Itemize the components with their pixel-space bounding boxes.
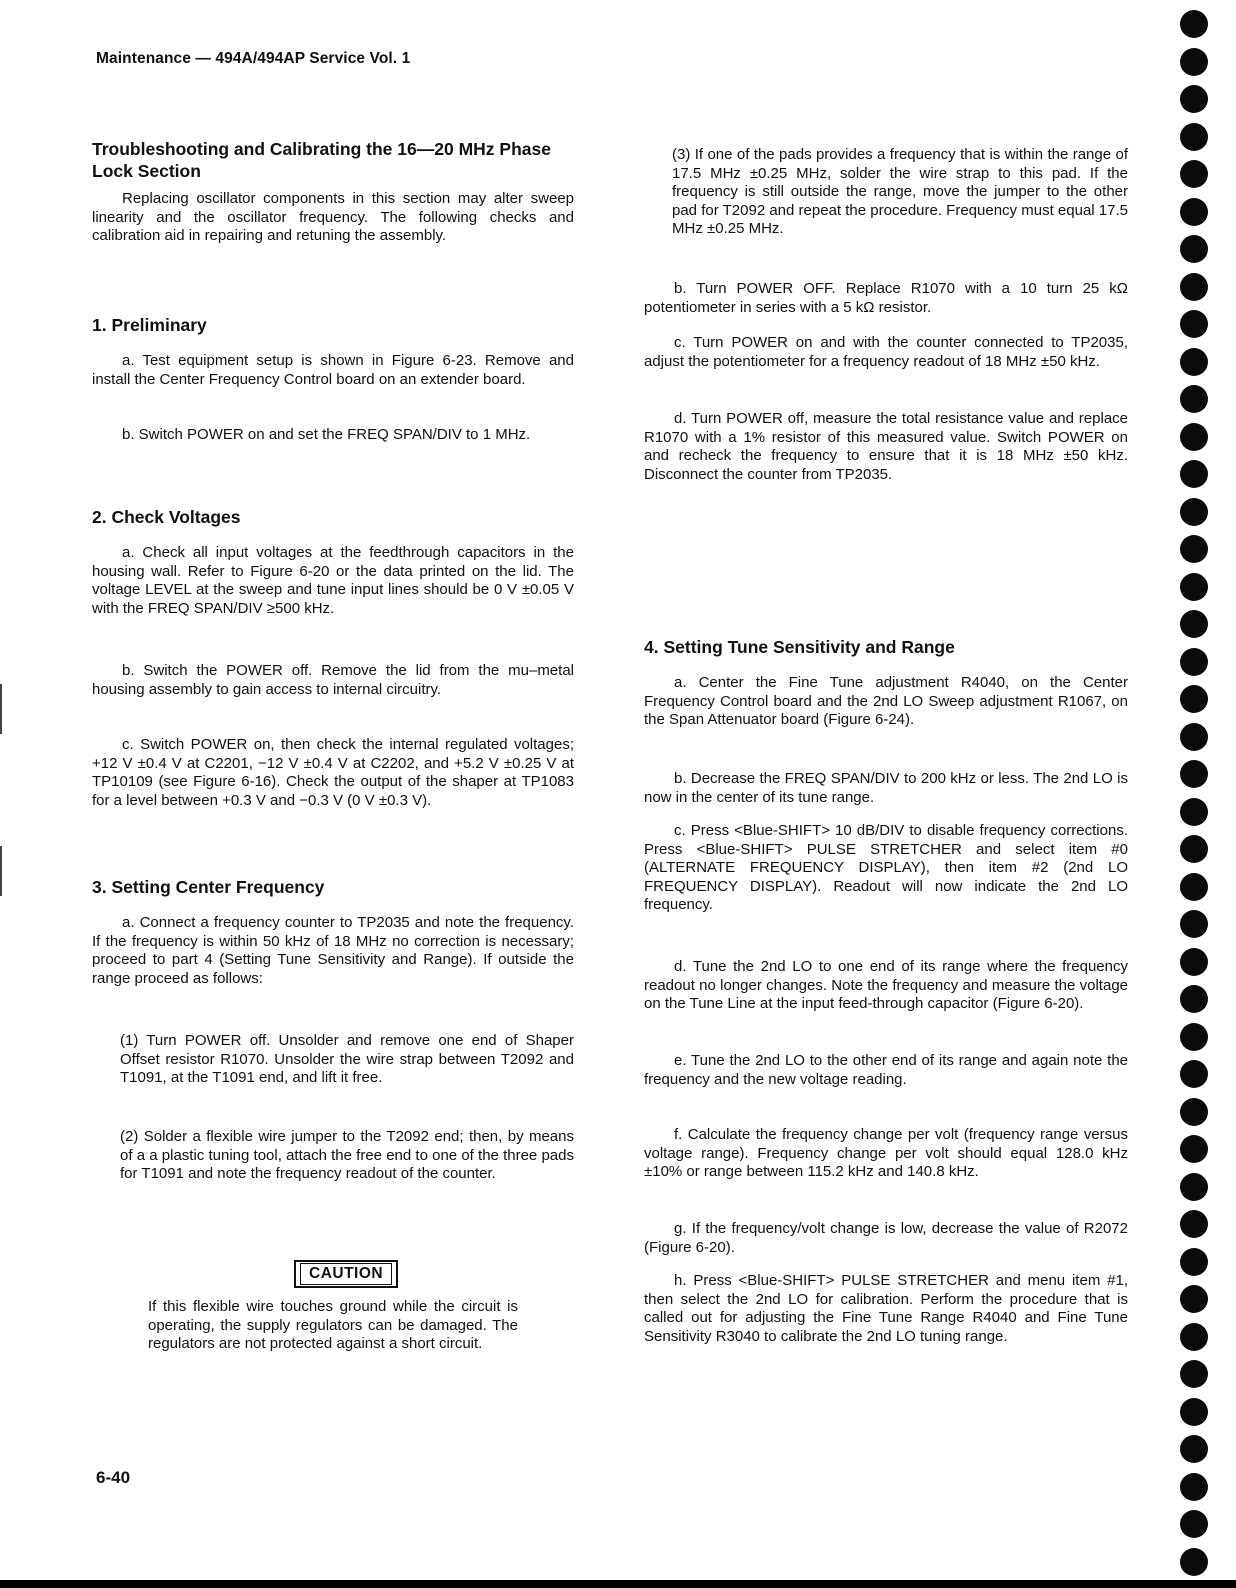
binder-hole <box>1180 648 1208 676</box>
step-4a: a. Center the Fine Tune adjustment R4040, on the Center Frequency Control board and the 2nd LO Sweep adjustment R1067, on the Span Attenuator board (Figure 6-24). <box>644 674 1128 729</box>
binder-hole <box>1180 48 1208 76</box>
section-3-title: 3. Setting Center Frequency <box>92 877 325 897</box>
margin-mark <box>0 846 2 896</box>
binder-hole <box>1180 160 1208 188</box>
step-2b: b. Switch the POWER off. Remove the lid from the mu–metal housing assembly to gain access to internal circuitry. <box>92 662 574 698</box>
step-4h: h. Press <Blue-SHIFT> PULSE STRETCHER and menu item #1, then select the 2nd LO for calibration. Perform the procedure that is called out for adjusting the Fine Tune Range R4040 and Fine Tune Sensitivity R3040 to calibrate the 2nd LO tuning range. <box>644 1272 1128 1345</box>
binder-hole <box>1180 1098 1208 1126</box>
binder-hole <box>1180 873 1208 901</box>
binder-hole <box>1180 310 1208 338</box>
main-section-title: Troubleshooting and Calibrating the 16—20 MHz Phase Lock Section <box>92 139 551 181</box>
binder-hole <box>1180 610 1208 638</box>
binder-hole <box>1180 1360 1208 1388</box>
step-4f: f. Calculate the frequency change per volt (frequency range versus voltage range). Frequency change per volt should equal 128.0 kHz ±10% or range between 115.2 kHz and 140.8 kHz. <box>644 1126 1128 1181</box>
binder-hole <box>1180 1060 1208 1088</box>
step-4g: g. If the frequency/volt change is low, decrease the value of R2072 (Figure 6-20). <box>644 1220 1128 1256</box>
binder-hole <box>1180 10 1208 38</box>
section-4-title: 4. Setting Tune Sensitivity and Range <box>644 637 955 657</box>
binder-holes <box>1180 0 1220 1588</box>
page-number: 6-40 <box>96 1468 131 1487</box>
binder-hole <box>1180 573 1208 601</box>
binder-hole <box>1180 685 1208 713</box>
step-2a: a. Check all input voltages at the feedthrough capacitors in the housing wall. Refer to Figure 6-20 or the data printed on the lid. The voltage LEVEL at the sweep and tune input lines should be 0 V ±0.05 V with the FREQ SPAN/DIV ≥500 kHz. <box>92 544 574 617</box>
binder-hole <box>1180 1135 1208 1163</box>
binder-hole <box>1180 235 1208 263</box>
binder-hole <box>1180 1435 1208 1463</box>
step-4c: c. Press <Blue-SHIFT> 10 dB/DIV to disable frequency corrections. Press <Blue-SHIFT> PULSE STRETCHER and select item #0 (ALTERNATE FREQUENCY DISPLAY), then item #2 (2nd LO FREQUENCY DISPLAY). Readout will now indicate the 2nd LO frequency. <box>644 822 1128 914</box>
binder-hole <box>1180 1398 1208 1426</box>
binder-hole <box>1180 1510 1208 1538</box>
binder-hole <box>1180 85 1208 113</box>
step-3a: a. Connect a frequency counter to TP2035 and note the frequency. If the frequency is within 50 kHz of 18 MHz no correction is necessary; proceed to part 4 (Setting Tune Sensitivity and Range). If outside the range proceed as follows: <box>92 914 574 987</box>
running-head: Maintenance — 494A/494AP Service Vol. 1 <box>96 50 411 67</box>
step-4e: e. Tune the 2nd LO to the other end of its range and again note the frequency and the new voltage reading. <box>644 1052 1128 1088</box>
caution-text: If this flexible wire touches ground while the circuit is operating, the supply regulators can be damaged. The regulators are not protected against a short circuit. <box>148 1298 518 1353</box>
binder-hole <box>1180 760 1208 788</box>
binder-hole <box>1180 1248 1208 1276</box>
binder-hole <box>1180 273 1208 301</box>
step-3-2: (2) Solder a flexible wire jumper to the T2092 end; then, by means of a a plastic tuning tool, attach the free end to one of the three pads for T1091 and note the frequency readout of the counter. <box>120 1128 574 1183</box>
binder-hole <box>1180 385 1208 413</box>
binder-hole <box>1180 723 1208 751</box>
binder-hole <box>1180 348 1208 376</box>
step-3-1: (1) Turn POWER off. Unsolder and remove one end of Shaper Offset resistor R1070. Unsolder the wire strap between T2092 and T1091, at the T1091 end, and lift it free. <box>120 1032 574 1087</box>
binder-hole <box>1180 1173 1208 1201</box>
binder-hole <box>1180 198 1208 226</box>
step-1a: a. Test equipment setup is shown in Figure 6-23. Remove and install the Center Frequency Control board on an extender board. <box>92 352 574 388</box>
step-1b: b. Switch POWER on and set the FREQ SPAN/DIV to 1 MHz. <box>122 426 531 443</box>
step-2c: c. Switch POWER on, then check the internal regulated voltages; +12 V ±0.4 V at C2201, −12 V ±0.4 V at C2202, and +5.2 V ±0.25 V at TP10109 (see Figure 6-16). Check the output of the shaper at TP1083 for a level between +0.3 V and −0.3 V (0 V ±0.3 V). <box>92 736 574 809</box>
binder-hole <box>1180 1210 1208 1238</box>
binder-hole <box>1180 1548 1208 1576</box>
binder-hole <box>1180 423 1208 451</box>
step-3-3: (3) If one of the pads provides a frequency that is within the range of 17.5 MHz ±0.25 MHz, solder the wire strap to this pad. If the frequency is still outside the range, move the jumper to the other pad for T2092 and repeat the procedure. Frequency must equal 17.5 MHz ±0.25 MHz. <box>672 146 1128 238</box>
binder-hole <box>1180 835 1208 863</box>
binder-hole <box>1180 798 1208 826</box>
step-3d: d. Turn POWER off, measure the total resistance value and replace R1070 with a 1% resistor of this measured value. Switch POWER on and recheck the frequency to ensure that it is 18 MHz ±50 kHz. Disconnect the counter from TP2035. <box>644 410 1128 483</box>
caution-label-box <box>294 1260 398 1288</box>
binder-hole <box>1180 1473 1208 1501</box>
binder-hole <box>1180 123 1208 151</box>
step-4d: d. Tune the 2nd LO to one end of its range where the frequency readout no longer changes. Note the frequency and measure the voltage on the Tune Line at the input feed-through capacitor (Figure 6-20). <box>644 958 1128 1013</box>
section-2-title: 2. Check Voltages <box>92 507 241 527</box>
step-4b: b. Decrease the FREQ SPAN/DIV to 200 kHz or less. The 2nd LO is now in the center of its tune range. <box>644 770 1128 806</box>
binder-hole <box>1180 985 1208 1013</box>
binder-hole <box>1180 948 1208 976</box>
margin-mark <box>0 684 2 734</box>
binder-hole <box>1180 535 1208 563</box>
step-3b: b. Turn POWER OFF. Replace R1070 with a 10 turn 25 kΩ potentiometer in series with a 5 kΩ resistor. <box>644 280 1128 316</box>
caution-label: CAUTION <box>300 1263 392 1285</box>
binder-hole <box>1180 1023 1208 1051</box>
binder-hole <box>1180 1285 1208 1313</box>
binder-hole <box>1180 460 1208 488</box>
binder-hole <box>1180 498 1208 526</box>
binder-hole <box>1180 910 1208 938</box>
scan-bottom-edge <box>0 1580 1236 1588</box>
section-1-title: 1. Preliminary <box>92 315 207 335</box>
binder-hole <box>1180 1323 1208 1351</box>
intro-paragraph: Replacing oscillator components in this section may alter sweep linearity and the oscillator frequency. The following checks and calibration aid in repairing and retuning the assembly. <box>92 190 574 245</box>
step-3c: c. Turn POWER on and with the counter connected to TP2035, adjust the potentiometer for a frequency readout of 18 MHz ±50 kHz. <box>644 334 1128 370</box>
